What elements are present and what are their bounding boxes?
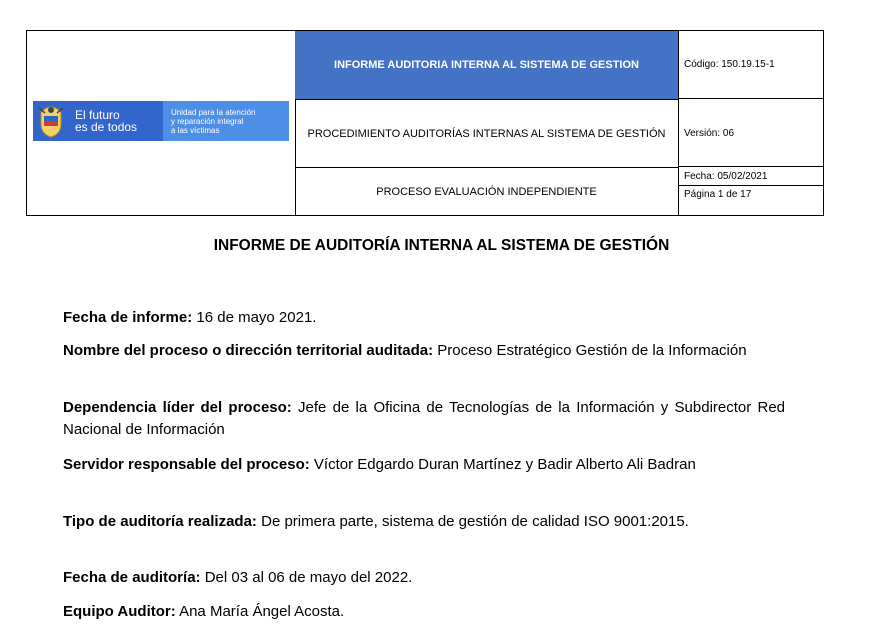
logo-text-line1: El futuro [75,108,120,122]
logo-text-line2: es de todos [75,120,138,134]
logo-left-panel [33,101,163,141]
date-text: Fecha: 05/02/2021 [684,171,768,182]
header-middle-column [295,31,679,215]
process-cell [295,168,678,215]
procedure-cell [295,100,678,168]
logo-cell [27,31,296,215]
logo-subtext-line3: a las víctimas [171,125,220,135]
process-text: PROCESO EVALUACIÓN INDEPENDIENTE [376,185,597,198]
field-label: Servidor responsable del proceso: [63,456,310,473]
organization-logo [33,101,289,141]
field-value: 16 de mayo 2021. [192,309,317,326]
logo-right-panel [163,101,289,141]
page-text: Página 1 de 17 [684,189,752,200]
field-label: Fecha de auditoría: [63,569,201,586]
code-cell [678,31,823,99]
coat-of-arms-icon [37,104,65,138]
field-audit-date [63,567,785,589]
report-title-cell [295,31,678,100]
field-label: Fecha de informe: [63,309,193,326]
field-value: Proceso Estratégico Gestión de la Información [433,342,747,359]
field-responsible [63,454,785,476]
field-label: Dependencia líder del proceso: [63,399,292,416]
field-value: Víctor Edgardo Duran Martínez y Badir Alberto Ali Badran [309,456,696,473]
field-process-name [63,340,785,362]
header-right-column [678,31,823,215]
version-text: Versión: 06 [684,127,735,139]
field-value: Del 03 al 06 de mayo del 2022. [200,569,413,586]
logo-subtext-line2: y reparación integral [171,116,244,126]
field-value: Ana María Ángel Acosta. [175,603,345,620]
procedure-text: PROCEDIMIENTO AUDITORÍAS INTERNAS AL SISTEMA DE GESTIÓN [307,127,666,140]
field-value: Jefe de la Oficina de Tecnologías de la Información y Subdirector Red Nacional de Información [63,399,786,438]
page-cell [678,187,823,215]
field-audit-team [63,601,785,623]
logo-subtext-line1: Unidad para la atención [171,107,256,117]
field-label: Tipo de auditoría realizada: [63,513,257,530]
field-label: Equipo Auditor: [63,603,176,620]
field-label: Nombre del proceso o dirección territorial auditada: [63,342,434,359]
code-text: Código: 150.19.15-1 [684,59,775,70]
document-title: INFORME DE AUDITORÍA INTERNA AL SISTEMA DE GESTIÓN [213,237,670,254]
report-title-text: INFORME AUDITORIA INTERNA AL SISTEMA DE GESTION [334,59,639,71]
field-value: De primera parte, sistema de gestión de calidad ISO 9001:2015. [256,513,689,530]
field-audit-type [63,511,785,533]
document-header-table [26,30,824,216]
field-leader [63,397,785,441]
version-cell [678,100,823,167]
field-report-date [63,307,785,329]
date-cell [678,168,823,186]
